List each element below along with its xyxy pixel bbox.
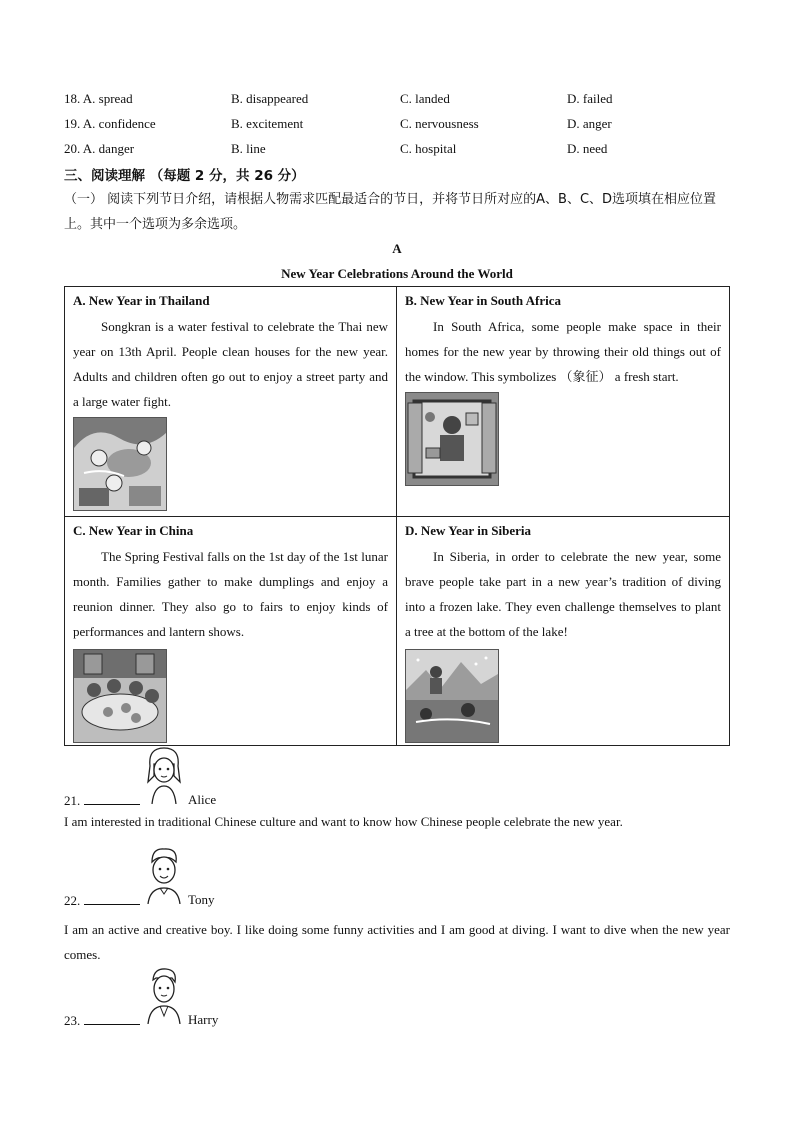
question-number: 22. [64,893,81,908]
cell-text: Songkran is a water festival to celebrate the Thai new year on 13th April. People clean houses for the new year. Adults and children often go out to enjoy a street party and a large water fight. [73,319,388,409]
festival-table [64,286,730,746]
cell-heading: A. New Year in Thailand [73,293,210,308]
question-21 [64,792,140,809]
cell-text: In South Africa, some people make space in their homes for the new year by throwing their old things out of the window. This symbolizes （象征） a fresh start. [405,319,721,384]
alice-avatar [140,746,188,804]
option-b: B. disappeared [231,91,309,106]
tony-avatar [140,846,188,904]
question-text: I am an active and creative boy. I like doing some funny activities and I am good at diving. I want to dive when the new year comes. [64,922,730,962]
question-person-name: Alice [188,792,217,807]
option-d: D. failed [567,91,613,106]
option-b: B. excitement [231,116,304,131]
question-person-name: Tony [188,892,215,907]
cell-heading: B. New Year in South Africa [405,293,561,308]
festival-cell-siberia [397,517,729,745]
south-africa-window-image [405,392,499,486]
siberia-frozen-lake-image [405,649,499,743]
cell-heading: C. New Year in China [73,523,194,538]
answer-blank[interactable] [84,792,140,805]
festival-cell-south-africa [397,287,729,517]
answer-blank[interactable] [84,892,140,905]
question-23 [64,1012,140,1029]
option-d: D. anger [567,116,612,131]
option-a: 19. A. confidence [64,116,156,131]
question-text: I am interested in traditional Chinese culture and want to know how Chinese people celebrate the new year. [64,814,623,829]
option-d: D. need [567,141,608,156]
thailand-water-festival-image [73,417,167,511]
cell-text: In Siberia, in order to celebrate the new year, some brave people take part in a new year’s tradition of diving into a frozen lake. They even challenge themselves to plant a tree at the bottom of the lake! [405,549,721,639]
question-number: 23. [64,1013,81,1028]
option-row-20 [64,141,744,161]
festival-cell-china [65,517,397,745]
option-c: C. nervousness [400,116,479,131]
option-row-18 [64,91,744,111]
passage-title: New Year Celebrations Around the World [281,266,513,281]
question-number: 21. [64,793,81,808]
option-a: 20. A. danger [64,141,135,156]
question-22 [64,892,140,909]
answer-blank[interactable] [84,1012,140,1025]
option-c: C. hospital [400,141,457,156]
option-row-19 [64,116,744,136]
option-b: B. line [231,141,266,156]
section-instruction: （一） 阅读下列节日介绍，请根据人物需求匹配最适合的节日，并将节日所对应的A、B、C、D选项填在相应位置上。其中一个选项为多余选项。 [64,192,717,232]
harry-avatar [140,966,188,1024]
question-person-name: Harry [188,1012,219,1027]
passage-letter: A [392,241,402,256]
cell-heading: D. New Year in Siberia [405,523,532,538]
festival-cell-thailand [65,287,397,517]
china-reunion-dinner-image [73,649,167,743]
option-a: 18. A. spread [64,91,133,106]
cell-text: The Spring Festival falls on the 1st day of the 1st lunar month. Families gather to make dumplings and enjoy a reunion dinner. They also go to fairs to enjoy kinds of performances and lantern shows. [73,549,388,639]
section-title: 三、阅读理解 （每题 2 分，共 26 分） [64,168,305,184]
option-c: C. landed [400,91,450,106]
